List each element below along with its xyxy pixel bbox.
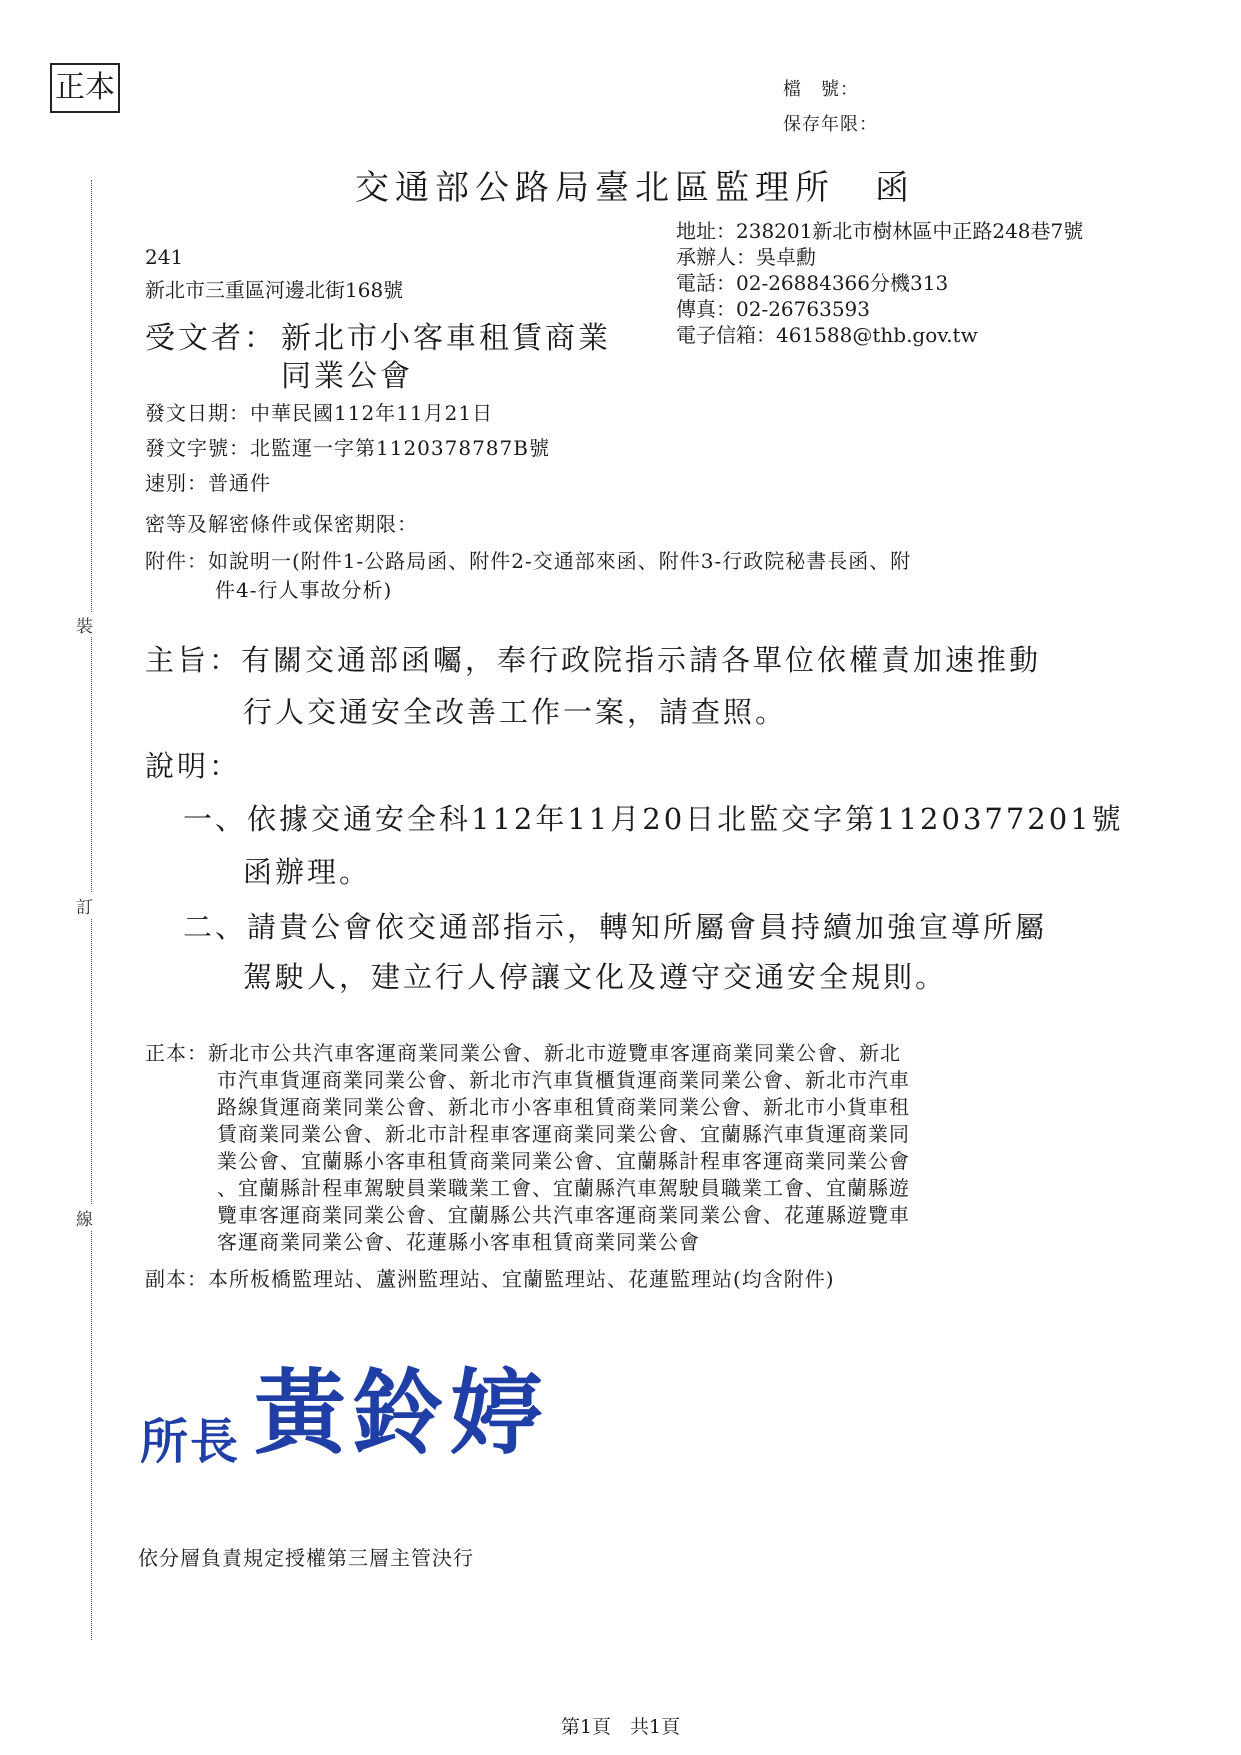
sender-phone: 電話：02-26884366分機313 [676,271,949,295]
recipient-name-line1: 新北市小客車租賃商業 [281,321,611,356]
original-recipients-line4: 賃商業同業公會、新北市計程車客運商業同業公會、宜蘭縣汽車貨運商業同 [217,1122,910,1146]
retention-period-label: 保存年限： [783,114,878,135]
binding-mark-xian: 線 [76,1205,93,1230]
original-recipients-line1: 正本：新北市公共汽車客運商業同業公會、新北市遊覽車客運商業同業公會、新北 [145,1041,901,1065]
explanation-item2-line2: 駕駛人，建立行人停讓文化及遵守交通安全規則。 [243,960,948,994]
page-number: 第1頁 共1頁 [560,1716,681,1738]
file-number-label: 檔 號： [783,79,859,100]
delivery-speed: 速別：普通件 [145,471,271,495]
attachments-line2: 件4-行人事故分析) [215,578,393,602]
sender-email: 電子信箱：461588@thb.gov.tw [676,323,978,347]
original-recipients-line5: 業公會、宜蘭縣小客車租賃商業同業公會、宜蘭縣計程車客運商業同業公會 [217,1149,910,1173]
original-recipients-line3: 路線貨運商業同業公會、新北市小客車租賃商業同業公會、新北市小貨車租 [217,1095,910,1119]
original-recipients-line8: 客運商業同業公會、花蓮縣小客車租賃商業同業公會 [217,1230,700,1254]
explanation-item2-line1: 二、請貴公會依交通部指示，轉知所屬會員持續加強宣導所屬 [183,910,1048,944]
original-recipients-line7: 覽車客運商業同業公會、宜蘭縣公共汽車客運商業同業公會、花蓮縣遊覽車 [217,1203,910,1227]
copy-stamp: 正本 [50,63,120,113]
explanation-item1-line1: 一、依據交通安全科112年11月20日北監交字第1120377201號 [183,802,1124,836]
document-number: 發文字號：北監運一字第1120378787B號 [145,436,550,460]
recipient-label: 受文者： [145,321,277,356]
recipient-name-line2: 同業公會 [281,359,413,394]
sender-handler: 承辦人：吳卓勳 [676,245,816,269]
original-recipients-line2: 市汽車貨運商業同業公會、新北市汽車貨櫃貨運商業同業公會、新北市汽車 [217,1068,910,1092]
explanation-label: 說明： [145,749,242,783]
sender-address: 地址：238201新北市樹林區中正路248巷7號 [676,219,1084,243]
secrecy-level: 密等及解密條件或保密期限： [145,512,418,536]
document-title: 交通部公路局臺北區監理所 函 [355,168,915,208]
subject-line1: 主旨：有關交通部函囑，奉行政院指示請各單位依權責加速推動 [145,643,1042,677]
recipient-postal-code: 241 [145,245,184,269]
delegation-note: 依分層負責規定授權第三層主管決行 [138,1546,474,1570]
binding-mark-ding: 訂 [76,893,93,918]
subject-line2: 行人交通安全改善工作一案，請查照。 [243,695,788,729]
original-recipients-line6: 、宜蘭縣計程車駕駛員業職業工會、宜蘭縣汽車駕駛員職業工會、宜蘭縣遊 [217,1176,910,1200]
signature-title: 所長 [140,1414,241,1470]
recipient-address: 新北市三重區河邊北街168號 [145,278,404,302]
signature-name: 黃鈴婷 [254,1359,549,1467]
binding-mark-zhuang: 裝 [76,612,93,637]
director-signature-stamp [140,1340,548,1472]
copy-recipients: 副本：本所板橋監理站、蘆洲監理站、宜蘭監理站、花蓮監理站(均含附件) [145,1267,835,1291]
attachments-line1: 附件：如說明一(附件1-公路局函、附件2-交通部來函、附件3-行政院秘書長函、附 [145,549,912,573]
issue-date: 發文日期：中華民國112年11月21日 [145,401,494,425]
explanation-item1-line2: 函辦理。 [243,855,372,889]
sender-fax: 傳真：02-26763593 [676,297,871,321]
